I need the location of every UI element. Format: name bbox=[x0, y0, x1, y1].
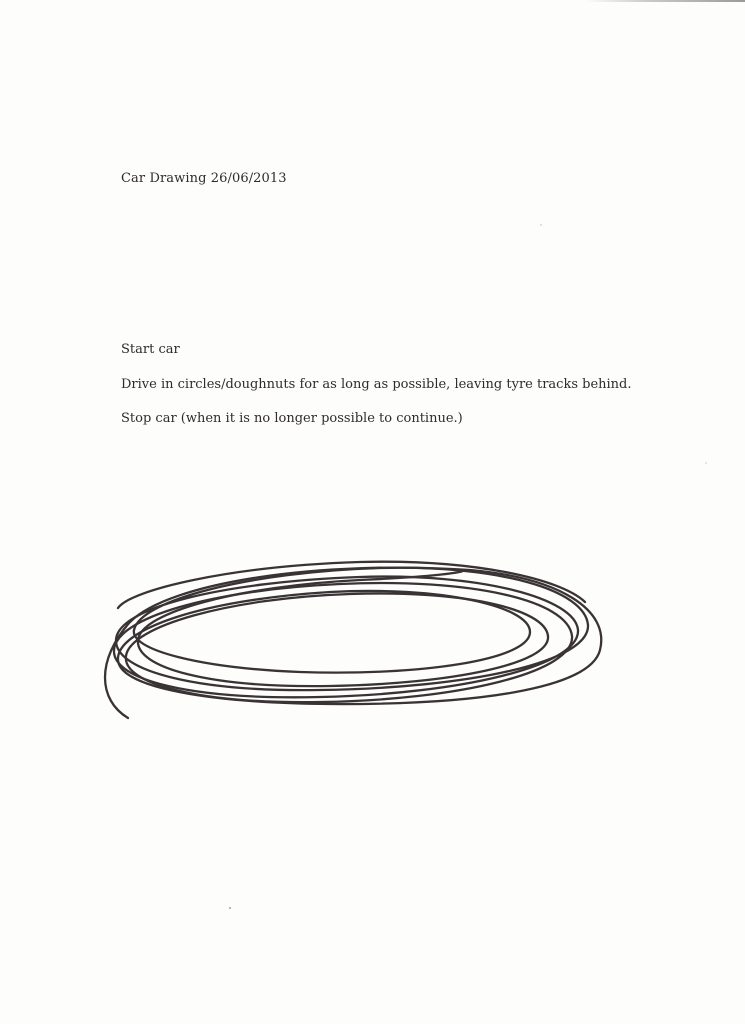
instruction-start-car: Start car bbox=[121, 342, 180, 357]
paper-speck bbox=[705, 462, 707, 464]
scribble-loops bbox=[105, 562, 601, 718]
paper-speck bbox=[540, 224, 542, 226]
instruction-stop-car: Stop car (when it is no longer possible to continue.) bbox=[121, 411, 463, 426]
paper-speck bbox=[229, 907, 231, 909]
instruction-drive-circles: Drive in circles/doughnuts for as long as possible, leaving tyre tracks behind. bbox=[121, 376, 632, 392]
document-title: Car Drawing 26/06/2013 bbox=[121, 171, 287, 186]
